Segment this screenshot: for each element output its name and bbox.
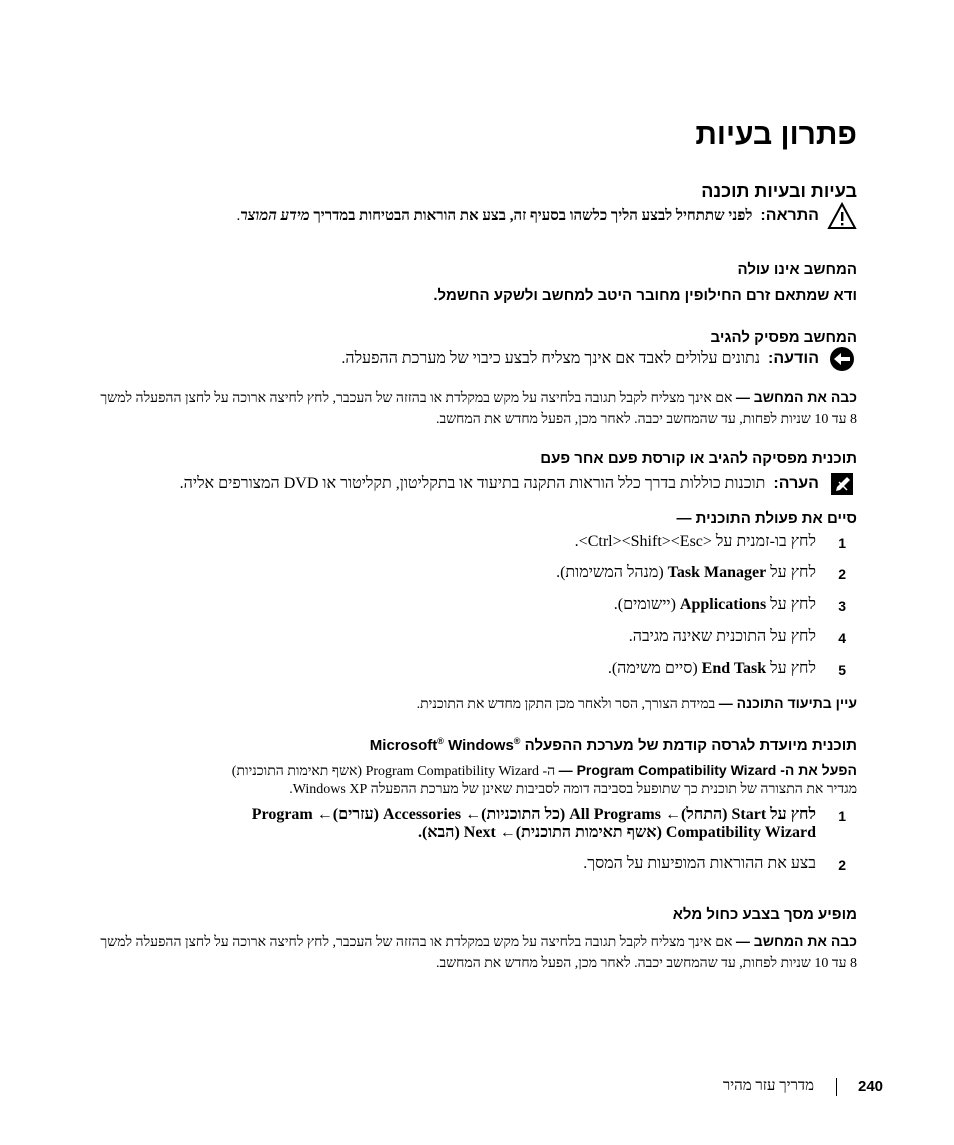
note-pencil-icon (827, 470, 857, 498)
compat-step-1 (252, 806, 846, 842)
note-text: תוכנות כוללות בדרך כלל הוראות התקנה בתיעוד או בתקליטון, תקליטור או DVD המצורפים אליה. (179, 475, 766, 492)
step-4 (629, 628, 846, 646)
shutdown-text: אם אינך מצליח לקבל תגובה בלחיצה על מקש במקלדת או בהזזה של העכבר, לחץ לחיצה ארוכה על לחצן ההפעלה למשך 8 עד 10 שניות לפחות, עד שהמחשב יכבה. לאחר מכן, הפעל מחדש את המחשב. (100, 391, 857, 427)
notice-arrow-icon (827, 345, 857, 373)
compat-line-2: מגדיר את התצורה של תוכנית כך שתופעל בסביבה דומה לסביבות שאינן של מערכת ההפעלה Windows XP. (289, 782, 857, 797)
step1-line-a: לחץ על Start (התחל)← All Programs (כל התוכניות)← Accessories (עזרים)← Program (251, 806, 816, 823)
step-number: 1 (838, 535, 846, 551)
step-text: לחץ על התוכנית שאינה מגיבה. (628, 628, 816, 645)
step-pre: לחץ על (770, 564, 816, 581)
applications-term: Applications (679, 596, 767, 613)
compat-heading (370, 736, 857, 754)
notice-label: הודעה: (768, 350, 819, 367)
no-start-heading: המחשב אינו עולה (737, 261, 857, 278)
step1-line-b: Compatibility Wizard (אשף תאימות התוכנית)← Next (הבא). (417, 824, 816, 841)
step-pre: לחץ על (770, 660, 816, 677)
reg-mark: ® (513, 736, 521, 746)
compat-step-2 (583, 855, 846, 873)
note-label: הערה: (773, 475, 819, 492)
shutdown-paragraph (95, 387, 857, 430)
step-number: 5 (838, 662, 846, 678)
warning-triangle-icon (827, 202, 857, 230)
caution-notice (237, 202, 858, 230)
data-loss-notice (341, 345, 857, 373)
page-title: פתרון בעיות (695, 118, 857, 151)
footer-title: מדריך עזר מהיר (722, 1078, 814, 1094)
step-post: (מנהל המשימות). (556, 564, 664, 581)
task-manager-term: Task Manager (667, 564, 767, 581)
notice-text: נתונים עלולים לאבד אם אינך מצליח לבצע כיבוי של מערכת ההפעלה. (341, 350, 761, 367)
doc-lead: עיין בתיעוד התוכנה — (718, 695, 857, 711)
compat-heading-windows (370, 737, 521, 754)
section-heading: בעיות ובעיות תוכנה (701, 181, 857, 201)
step-text (252, 806, 816, 842)
step-post: (יישומים). (613, 596, 676, 613)
step-text: בצע את ההוראות המופיעות על המסך. (583, 855, 816, 872)
blue-screen-heading: מופיע מסך בצבע כחול מלא (672, 906, 857, 923)
compat-lead: הפעל את ה- Program Compatibility Wizard — (558, 762, 857, 778)
step-number: 3 (838, 598, 846, 614)
step-text (614, 596, 816, 614)
reg-mark: ® (437, 736, 444, 746)
step-3 (614, 596, 846, 614)
compat-line1-text: ה- Program Compatibility Wizard (אשף תאימות התוכניות) (231, 764, 556, 779)
stops-responding-heading: המחשב מפסיק להגיב (710, 329, 857, 346)
footer-divider (836, 1078, 837, 1096)
step-text: לחץ בו-זמנית על <Ctrl><Shift><Esc>. (574, 533, 816, 550)
step-5 (608, 660, 846, 678)
step-post: (סיים משימה). (607, 660, 698, 677)
step-2 (556, 564, 846, 582)
page-number: 240 (858, 1078, 884, 1095)
end-task-term: End Task (701, 660, 767, 677)
step-text (608, 660, 816, 678)
step-number: 1 (838, 808, 846, 824)
caution-label: התראה: (760, 207, 819, 224)
no-start-text: ודא שמתאם זרם החילופין מחובר היטב למחשב ולשקע החשמל. (433, 287, 857, 304)
end-program-label: סיים את פעולת התוכנית — (676, 510, 857, 527)
ms-word: Microsoft (369, 737, 438, 754)
blue-screen-text: אם אינך מצליח לקבל תגובה בלחיצה על מקש במקלדת או בהזזה של העכבר, לחץ לחיצה ארוכה על לחצן ההפעלה למשך 8 עד 10 שניות לפחות, עד שהמחשב יכבה. לאחר מכן, הפעל מחדש את המחשב. (100, 935, 857, 971)
step-1 (575, 533, 846, 551)
step-number: 2 (838, 857, 846, 873)
program-stops-heading: תוכנית מפסיקה להגיב או קורסת פעם אחר פעם (540, 450, 857, 467)
caution-product-info-ref: מידע המוצר (240, 207, 310, 224)
caution-end: . (236, 207, 241, 224)
compat-heading-text: תוכנית מיועדת לגרסה קודמת של מערכת ההפעלה (524, 737, 857, 754)
shutdown-lead: כבה את המחשב — (735, 389, 857, 405)
caution-text-wrap (237, 208, 753, 225)
step-text (556, 564, 816, 582)
software-doc-paragraph (417, 695, 857, 713)
doc-text: במידת הצורך, הסר ולאחר מכן התקן מחדש את התוכנית. (416, 697, 716, 712)
blue-screen-lead: כבה את המחשב — (735, 933, 857, 949)
step-number: 2 (838, 566, 846, 582)
compat-line-1 (232, 762, 857, 780)
software-note (180, 470, 857, 498)
step-number: 4 (838, 630, 846, 646)
caution-text: לפני שתתחיל לבצע הליך כלשהו בסעיף זה, בצע את הוראות הבטיחות במדריך (313, 207, 753, 224)
step-pre: לחץ על (770, 596, 816, 613)
blue-screen-paragraph (95, 931, 857, 974)
windows-word: Windows (448, 737, 514, 754)
